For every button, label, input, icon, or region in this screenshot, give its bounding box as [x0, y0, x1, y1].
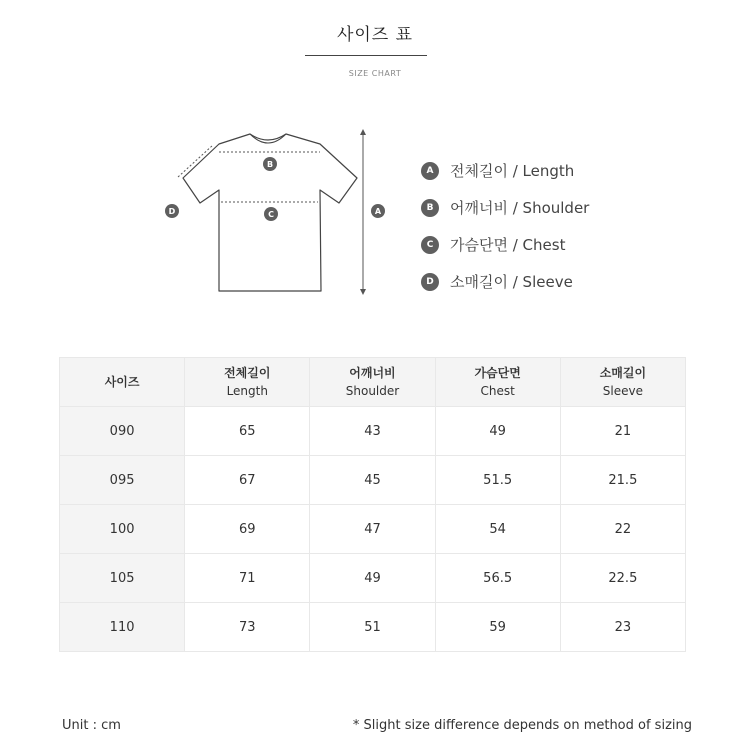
shoulder-cell: 51: [310, 603, 435, 652]
sleeve-cell: 21.5: [560, 456, 685, 505]
svg-text:B: B: [266, 160, 274, 169]
sleeve-cell: 23: [560, 603, 685, 652]
page-title: 사이즈 표: [336, 25, 414, 45]
length-cell: 71: [185, 554, 310, 603]
svg-text:C: C: [268, 210, 274, 219]
size-cell: 110: [60, 603, 185, 652]
legend-label-length: 전체길이 / Length: [450, 162, 575, 180]
header-chest: 가슴단면 Chest: [435, 358, 560, 407]
sleeve-cell: 22.5: [560, 554, 685, 603]
sleeve-cell: 21: [560, 407, 685, 456]
table-row: [60, 554, 686, 603]
header-size: 사이즈: [60, 358, 185, 407]
measurement-legend: [421, 152, 589, 300]
chest-cell: 54: [435, 505, 560, 554]
legend-item-chest: [421, 226, 589, 263]
table-row: [60, 505, 686, 554]
chest-cell: 56.5: [435, 554, 560, 603]
length-cell: 67: [185, 456, 310, 505]
legend-item-sleeve: [421, 263, 589, 300]
chest-cell: 59: [435, 603, 560, 652]
length-arrow-top: [360, 129, 366, 135]
svg-text:A: A: [374, 207, 382, 216]
table-row: [60, 407, 686, 456]
legend-label-shoulder: 어깨너비 / Shoulder: [450, 199, 590, 217]
legend-item-length: [421, 152, 589, 189]
marker-d: [165, 204, 179, 218]
header-shoulder: 어깨너비 Shoulder: [310, 358, 435, 407]
table-row: [60, 603, 686, 652]
svg-text:D: D: [168, 207, 176, 216]
unit-label: Unit : cm: [62, 718, 121, 733]
size-cell: 090: [60, 407, 185, 456]
sleeve-cell: 22: [560, 505, 685, 554]
length-cell: 69: [185, 505, 310, 554]
shoulder-cell: 45: [310, 456, 435, 505]
page-subtitle: SIZE CHART: [348, 69, 402, 78]
header-length: 전체길이 Length: [185, 358, 310, 407]
length-cell: 65: [185, 407, 310, 456]
legend-badge-c: C: [421, 236, 439, 254]
legend-badge-d: D: [421, 273, 439, 291]
sizing-note: * Slight size difference depends on method of sizing: [352, 718, 692, 733]
legend-badge-b: B: [421, 199, 439, 217]
header-sleeve: 소매길이 Sleeve: [560, 358, 685, 407]
length-cell: 73: [185, 603, 310, 652]
table-row: [60, 456, 686, 505]
chest-cell: 49: [435, 407, 560, 456]
shoulder-cell: 43: [310, 407, 435, 456]
table-header-row: [60, 358, 686, 407]
marker-a: [371, 204, 385, 218]
marker-c: [264, 207, 278, 221]
tshirt-diagram: [0, 0, 750, 320]
shoulder-cell: 47: [310, 505, 435, 554]
size-table: [59, 357, 686, 652]
legend-label-chest: 가슴단면 / Chest: [450, 236, 566, 254]
legend-badge-a: A: [421, 162, 439, 180]
size-cell: 100: [60, 505, 185, 554]
chest-cell: 51.5: [435, 456, 560, 505]
size-cell: 105: [60, 554, 185, 603]
shoulder-cell: 49: [310, 554, 435, 603]
marker-b: [263, 157, 277, 171]
length-arrow-bottom: [360, 289, 366, 295]
legend-label-sleeve: 소매길이 / Sleeve: [450, 273, 573, 291]
legend-item-shoulder: [421, 189, 589, 226]
size-cell: 095: [60, 456, 185, 505]
